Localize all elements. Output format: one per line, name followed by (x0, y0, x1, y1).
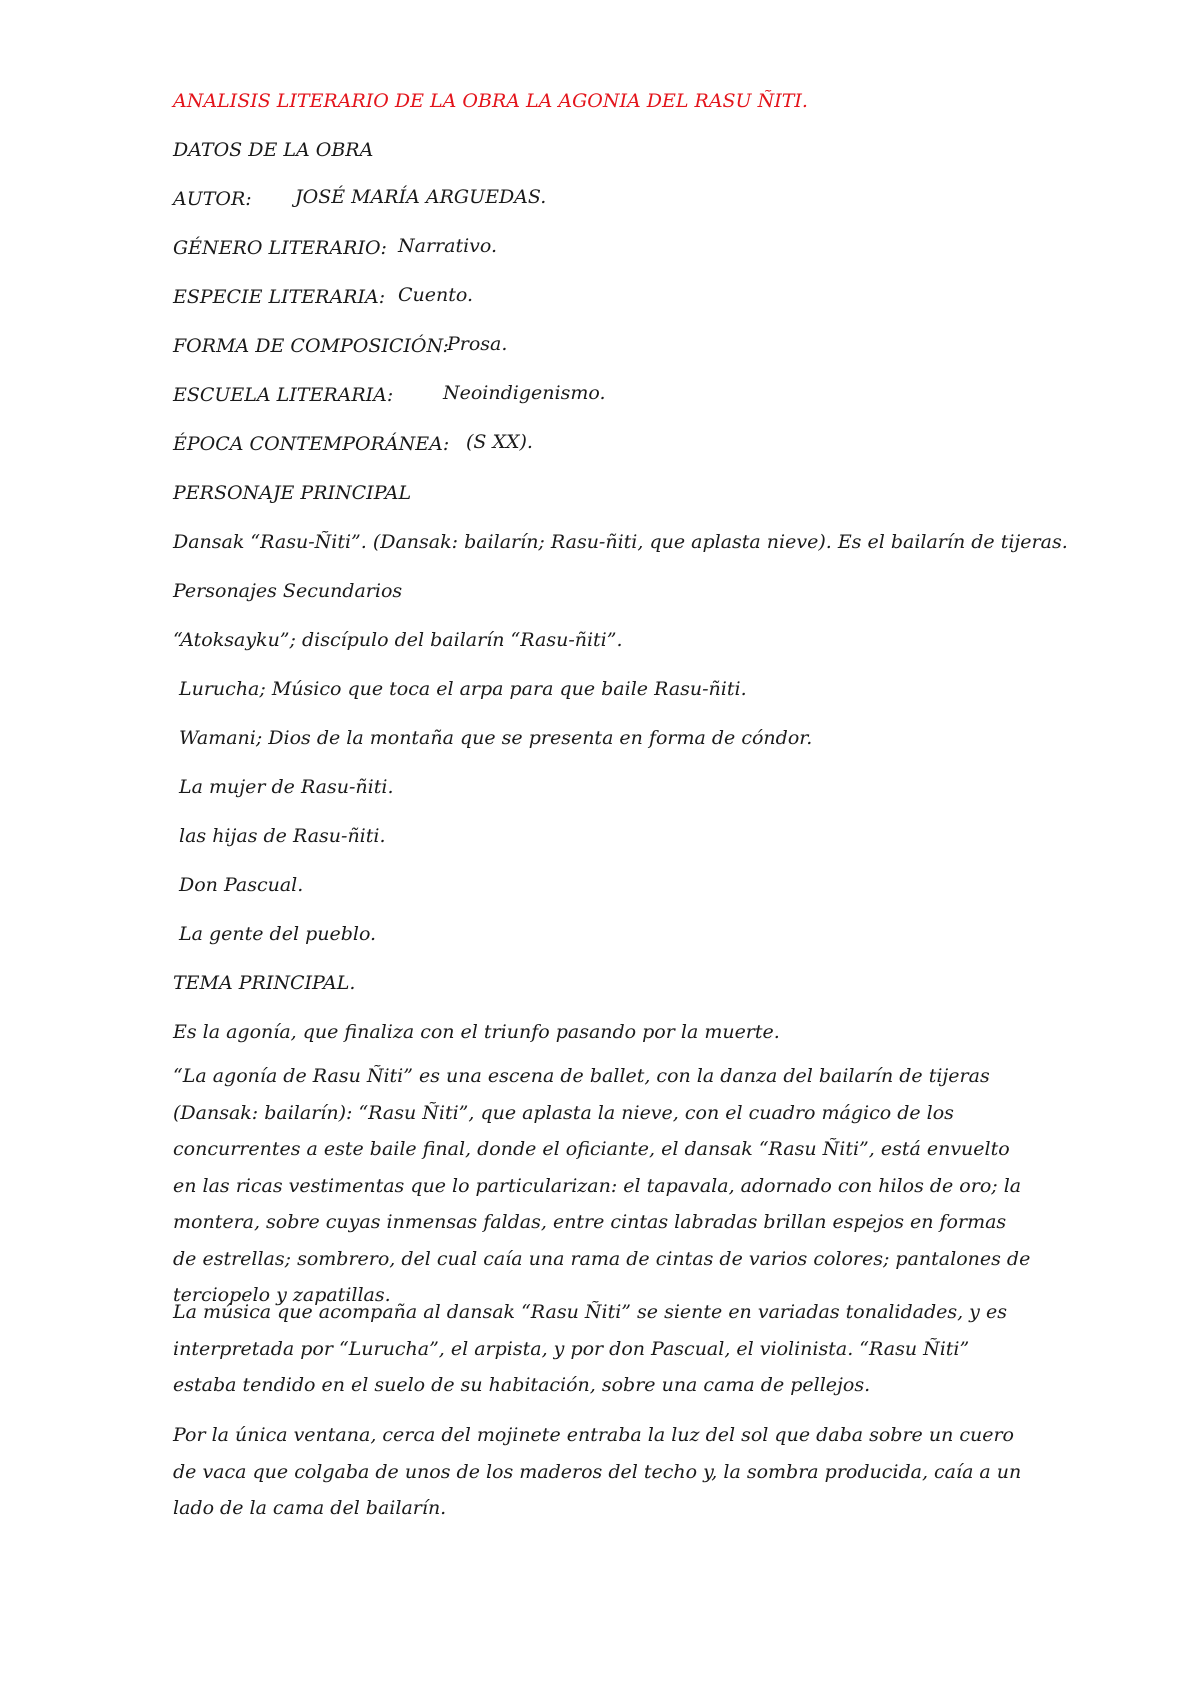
secundario-item: “Atoksayku”; discípulo del bailarín “Rasu-ñiti”. (173, 629, 623, 651)
tema-text: Es la agonía, que finaliza con el triunfo pasando por la muerte. (173, 1021, 780, 1043)
personaje-principal: Dansak “Rasu-Ñiti”. (Dansak: bailarín; Rasu-ñiti, que aplasta nieve). Es el bailarín de tijeras. (173, 531, 1068, 553)
secundario-item: Lurucha; Músico que toca el arpa para que baile Rasu-ñiti. (179, 678, 747, 700)
datos-heading: DATOS DE LA OBRA (173, 139, 374, 161)
paragraph-3 (173, 1417, 1033, 1527)
field-label-genero: GÉNERO LITERARIO: (173, 237, 387, 259)
document-title: ANALISIS LITERARIO DE LA OBRA LA AGONIA DEL RASU ÑITI. (173, 90, 808, 112)
field-label-escuela: ESCUELA LITERARIA: (173, 384, 394, 406)
field-value-especie: Cuento. (398, 284, 474, 306)
field-value-genero: Narrativo. (398, 235, 498, 257)
secundario-item: Wamani; Dios de la montaña que se presenta en forma de cóndor. (179, 727, 813, 749)
field-label-forma: FORMA DE COMPOSICIÓN: (173, 335, 449, 357)
secundario-item: las hijas de Rasu-ñiti. (179, 825, 386, 847)
secundarios-heading: Personajes Secundarios (173, 580, 403, 602)
field-value-forma: Prosa. (447, 333, 508, 355)
secundario-item: Don Pascual. (179, 874, 304, 896)
field-label-especie: ESPECIE LITERARIA: (173, 286, 386, 308)
secundario-item: La mujer de Rasu-ñiti. (179, 776, 394, 798)
personaje-heading: PERSONAJE PRINCIPAL (173, 482, 412, 504)
paragraph-2-text: La música que acompaña al dansak “Rasu Ñiti” se siente en variadas tonalidades, y es interpretada por “Lurucha”, el arpista, y por don Pascual, el violinista. “Rasu Ñiti” estaba tendido en el suelo de su habitación, sobre una cama de pellejos. (173, 1301, 1007, 1396)
paragraph-3-text: Por la única ventana, cerca del mojinete entraba la luz del sol que daba sobre un cuero de vaca que colgaba de unos de los maderos del techo y, la sombra producida, caía a un lado de la cama del bailarín. (173, 1424, 1022, 1519)
field-label-autor: AUTOR: (173, 188, 252, 210)
field-label-epoca: ÉPOCA CONTEMPORÁNEA: (173, 433, 450, 455)
paragraph-2 (173, 1294, 1033, 1404)
paragraph-1-text: “La agonía de Rasu Ñiti” es una escena de ballet, con la danza del bailarín de tijeras (Dansak: bailarín): “Rasu Ñiti”, que aplasta la nieve, con el cuadro mágico de los concurrentes a este baile final, donde el oficiante, el dansak “Rasu Ñiti”, está envuelto en las ricas vestimentas que lo particularizan: el tapavala, adornado con hilos de oro; la montera, sobre cuyas inmensas faldas, entre cintas labradas brillan espejos en formas de estrellas; sombrero, del cual caía una rama de cintas de varios colores; pantalones de terciopelo y zapatillas. (173, 1065, 1031, 1306)
secundario-item: La gente del pueblo. (179, 923, 377, 945)
field-value-epoca: (S XX). (466, 431, 533, 453)
field-value-autor: JOSÉ MARÍA ARGUEDAS. (295, 186, 547, 208)
paragraph-1 (173, 1058, 1033, 1314)
tema-heading: TEMA PRINCIPAL. (173, 972, 356, 994)
field-value-escuela: Neoindigenismo. (443, 382, 606, 404)
